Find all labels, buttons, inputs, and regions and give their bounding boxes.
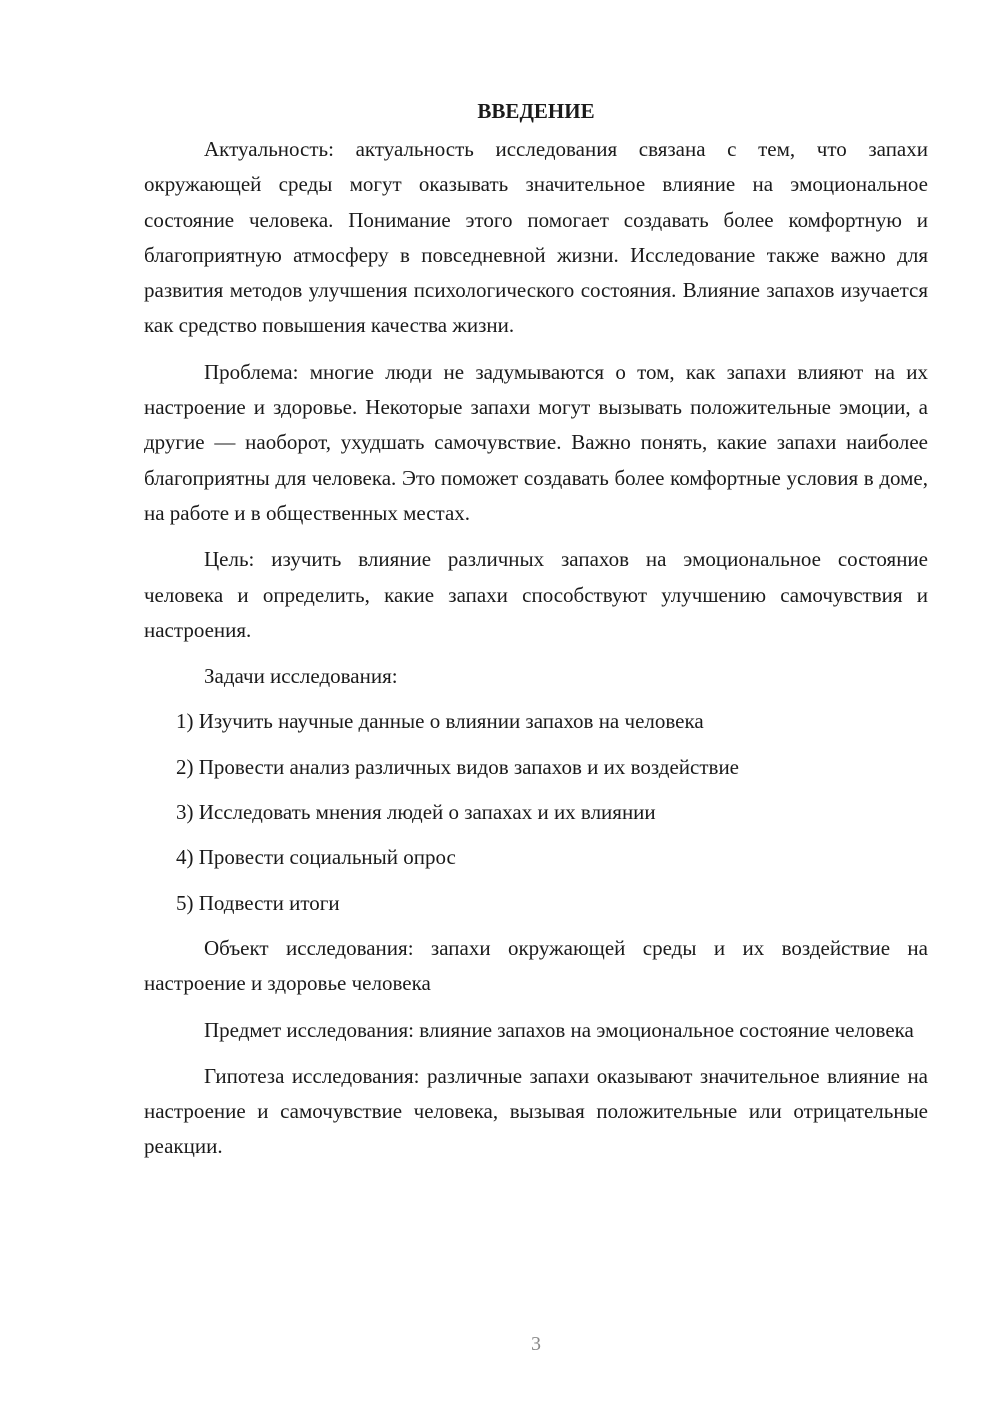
subject-paragraph: Предмет исследования: влияние запахов на эмоциональное состояние человека [204, 1017, 914, 1042]
page-title: ВВЕДЕНИЕ [477, 99, 595, 123]
task-item: 1) Изучить научные данные о влиянии запахов на человека [176, 709, 704, 734]
tasks-list [144, 704, 928, 920]
document-page [144, 96, 928, 1176]
task-item: 5) Подвести итоги [176, 890, 340, 915]
task-item: 3) Исследовать мнения людей о запахах и их влиянии [176, 800, 656, 825]
goal-paragraph: Цель: изучить влияние различных запахов на эмоциональное состояние человека и определить, какие запахи способствуют улучшению самочувствия и настроения. [144, 547, 928, 642]
object-paragraph: Объект исследования: запахи окружающей среды и их воздействие на настроение и здоровье человека [144, 935, 928, 996]
tasks-title: Задачи исследования: [204, 664, 398, 689]
hypothesis-paragraph: Гипотеза исследования: различные запахи оказывают значительное влияние на настроение и самочувствие человека, вызывая положительные или отрицательные реакции. [144, 1063, 928, 1159]
relevance-paragraph: Актуальность: актуальность исследования связана с тем, что запахи окружающей среды могут оказывать значительное влияние на эмоциональное состояние человека. Понимание этого помогает создавать более комфортную и благоприятную атмосферу в повседневной жизни. Исследование также важно для развития методов улучшения психологического состояния. Влияние запахов изучается как средство повышения качества жизни. [144, 137, 928, 338]
page-number: 3 [531, 1333, 541, 1355]
task-item: 4) Провести социальный опрос [176, 845, 456, 870]
task-item: 2) Провести анализ различных видов запахов и их воздействие [176, 754, 740, 779]
problem-paragraph: Проблема: многие люди не задумываются о том, как запахи влияют на их настроение и здоровье. Некоторые запахи могут вызывать положительные эмоции, а другие — наоборот, ухудшать самочувствие. Важно понять, какие запахи наиболее благоприятны для человека. Это поможет создавать более комфортные условия в доме, на работе и в общественных местах. [144, 359, 928, 525]
